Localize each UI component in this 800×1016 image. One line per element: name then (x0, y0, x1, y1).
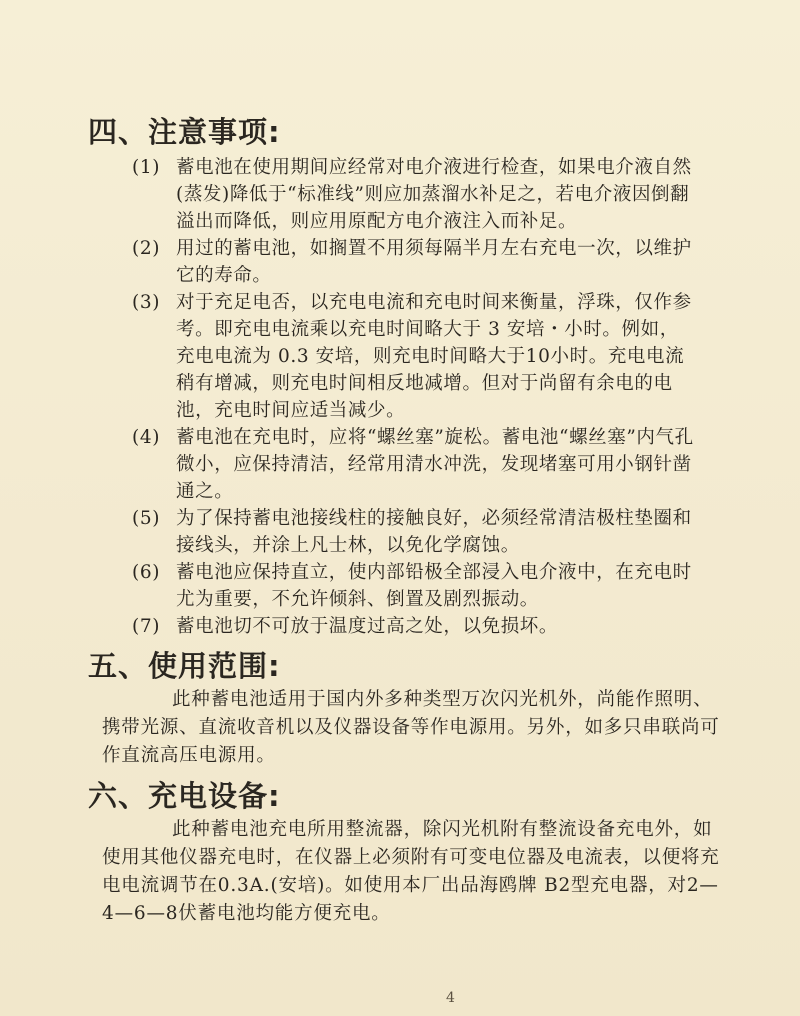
item-number: (1) (132, 157, 161, 178)
charging-paragraph (88, 816, 722, 928)
document-content (88, 112, 728, 928)
list-item (88, 505, 728, 559)
list-item (88, 154, 728, 235)
section-title-charging-equipment: 六、充电设备: (88, 779, 281, 813)
item-number: (5) (132, 508, 161, 529)
list-item (88, 559, 728, 613)
item-number: (4) (132, 427, 161, 448)
page-number: 4 (446, 990, 455, 1006)
section-title-scope: 五、使用范围: (88, 649, 281, 683)
item-text: 用过的蓄电池，如搁置不用须每隔半月左右充电一次，以维护它的寿命。 (176, 238, 692, 286)
list-item (88, 235, 728, 289)
section-title-precautions: 四、注意事项: (88, 115, 281, 149)
scope-text: 此种蓄电池适用于国内外多种类型万次闪光机外，尚能作照明、携带光源、直流收音机以及仪器设备等作电源用。另外，如多只串联尚可作直流高压电源用。 (102, 689, 720, 766)
list-item (88, 289, 728, 424)
scope-paragraph (88, 686, 722, 770)
item-text: 为了保持蓄电池接线柱的接触良好，必须经常清洁极柱垫圈和接线头，并涂上凡士林，以免化学腐蚀。 (176, 508, 692, 556)
item-number: (3) (132, 292, 161, 313)
item-text: 蓄电池在使用期间应经常对电介液进行检查，如果电介液自然(蒸发)降低于“标准线”则应加蒸溜水补足之，若电介液因倒翻溢出而降低，则应用原配方电介液注入而补足。 (176, 157, 692, 232)
charging-text: 此种蓄电池充电所用整流器，除闪光机附有整流设备充电外，如使用其他仪器充电时，在仪器上必须附有可变电位器及电流表，以便将充电电流调节在0.3A.(安培)。如使用本厂出品海鸥牌 B2型充电器，对2—4—6—8伏蓄电池均能方便充电。 (102, 819, 720, 924)
list-item (88, 613, 728, 640)
item-number: (7) (132, 616, 161, 637)
list-item (88, 424, 728, 505)
item-text: 对于充足电否，以充电电流和充电时间来衡量，浮珠，仅作参考。即充电电流乘以充电时间略大于 3 安培・小时。例如，充电电流为 0.3 安培，则充电时间略大于10小时。充电电流稍有增减，则充电时间相反地减增。但对于尚留有余电的电池，充电时间应适当减少。 (176, 292, 692, 421)
item-text: 蓄电池应保持直立，使内部铅极全部浸入电介液中，在充电时尤为重要，不允许倾斜、倒置及剧烈振动。 (176, 562, 692, 610)
item-text: 蓄电池在充电时，应将“螺丝塞”旋松。蓄电池“螺丝塞”内气孔微小，应保持清洁，经常用清水冲洗，发现堵塞可用小钢针凿通之。 (176, 427, 694, 502)
item-number: (2) (132, 238, 161, 259)
precautions-list (88, 154, 728, 640)
item-number: (6) (132, 562, 161, 583)
item-text: 蓄电池切不可放于温度过高之处，以免损坏。 (176, 616, 559, 637)
